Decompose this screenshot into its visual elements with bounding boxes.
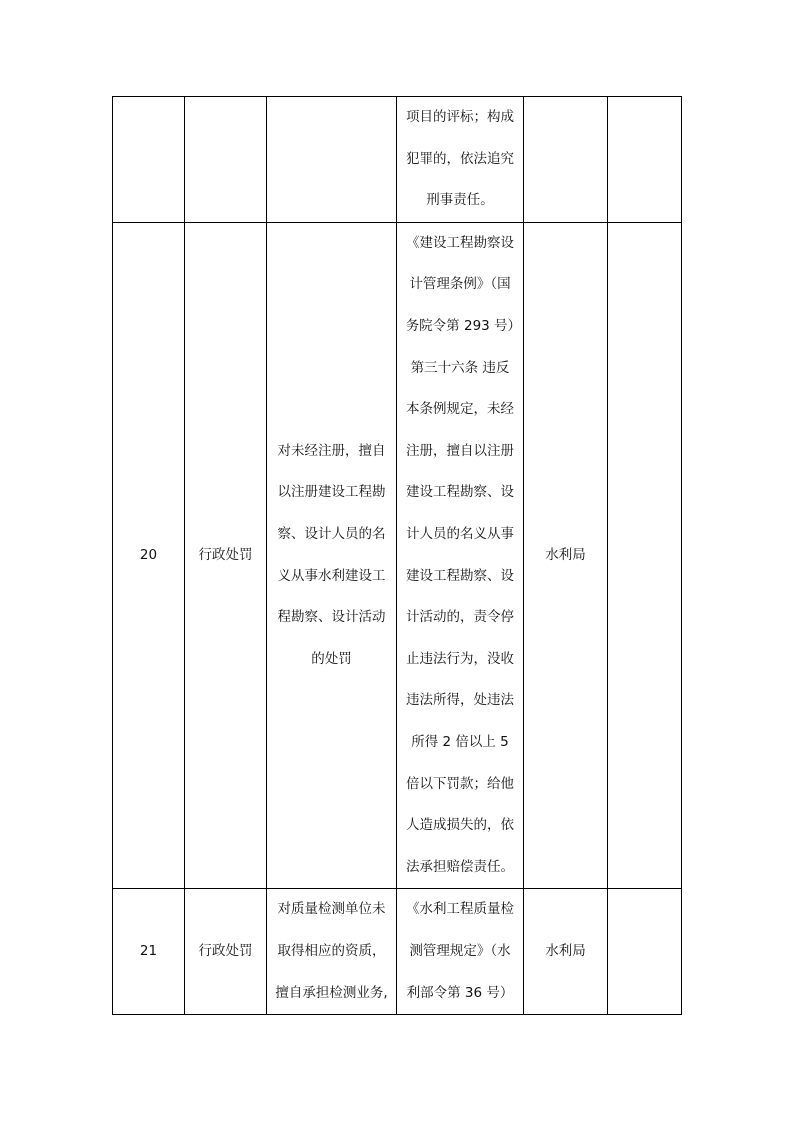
cell-basis: 《建设工程勘察设计管理条例》（国务院令第 293 号）第三十六条 违反本条例规定，未经注册，擅自以注册建设工程勘察、设计人员的名义从事建设工程勘察、设计活动的，责令停止违法行为，没收违法所得，处违法所得 2 倍以上 5 倍以下罚款；给他人造成损失的，依法承担赔偿责任。 xyxy=(397,222,524,889)
cell-note xyxy=(608,97,682,223)
cell-item xyxy=(267,97,397,223)
cell-number: 20 xyxy=(113,222,185,889)
table-row xyxy=(113,889,682,1015)
cell-item: 对质量检测单位未取得相应的资质，擅自承担检测业务, xyxy=(267,889,397,1015)
document-table xyxy=(112,96,682,1015)
cell-number: 21 xyxy=(113,889,185,1015)
cell-type: 行政处罚 xyxy=(185,889,267,1015)
cell-basis: 项目的评标；构成犯罪的，依法追究刑事责任。 xyxy=(397,97,524,223)
table-row xyxy=(113,222,682,889)
cell-department: 水利局 xyxy=(524,222,608,889)
cell-type: 行政处罚 xyxy=(185,222,267,889)
cell-item: 对未经注册，擅自以注册建设工程勘察、设计人员的名义从事水利建设工程勘察、设计活动的处罚 xyxy=(267,222,397,889)
cell-department xyxy=(524,97,608,223)
table-row xyxy=(113,97,682,223)
cell-note xyxy=(608,222,682,889)
cell-basis: 《水利工程质量检测管理规定》（水利部令第 36 号） xyxy=(397,889,524,1015)
cell-note xyxy=(608,889,682,1015)
cell-type xyxy=(185,97,267,223)
cell-department: 水利局 xyxy=(524,889,608,1015)
cell-number xyxy=(113,97,185,223)
